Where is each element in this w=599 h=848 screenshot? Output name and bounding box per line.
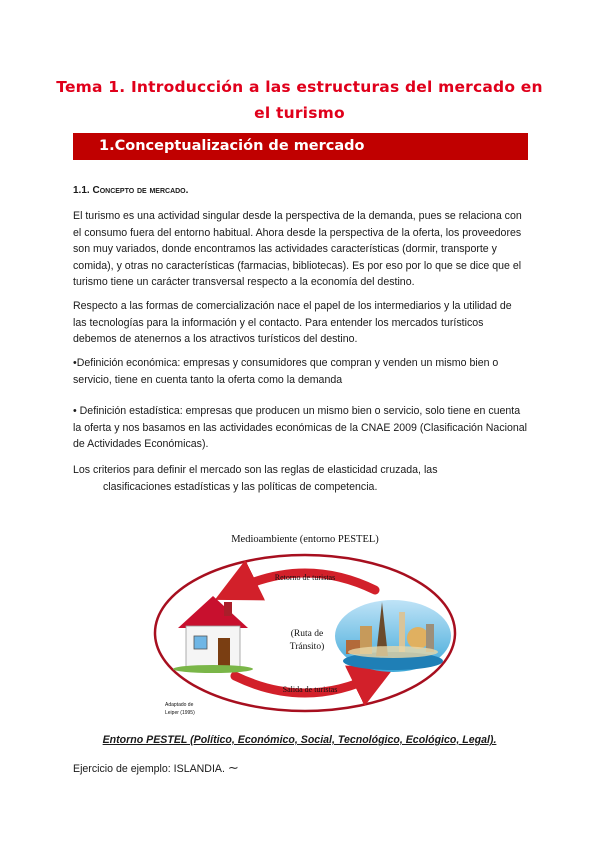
paragraph-definicion-economica: •Definición económica: empresas y consumidores que compran y venden un mismo bien o servicio, tiene en cuenta tanto la oferta como la demanda bbox=[73, 357, 499, 386]
title-line-2: el turismo bbox=[254, 104, 345, 122]
source-line-2: Leiper (1995) bbox=[165, 710, 195, 716]
document-title bbox=[40, 74, 559, 126]
return-label: Retorno de turistas bbox=[274, 573, 336, 582]
house-icon bbox=[173, 596, 253, 673]
exercise-text: Ejercicio de ejemplo: ISLANDIA. bbox=[73, 763, 225, 775]
exercise-line bbox=[73, 760, 239, 776]
source-line-1: Adaptado de bbox=[165, 702, 194, 708]
subsection-label: Concepto de mercado. bbox=[92, 185, 189, 196]
route-label-1: (Ruta de bbox=[290, 629, 324, 639]
pestel-diagram bbox=[150, 528, 460, 723]
title-line-1: Tema 1. Introducción a las estructuras del mercado en bbox=[56, 78, 543, 96]
subsection-number: 1.1. bbox=[73, 185, 90, 196]
paragraph-turismo: El turismo es una actividad singular desde la perspectiva de la demanda, pues se relaciona con el consumo fuera del entorno habitual. Ahora desde la perspectiva de la oferta, los proveedores son muy variados, donde encontramos las actividades características (dormir, transporte y comida), y otras no características (farmacias, bibliotecas). Es por eso por lo que se dice que el turismo tiene un carácter transversal respecto a la economía del destino. bbox=[73, 210, 522, 289]
world-landmarks-icon bbox=[335, 600, 451, 672]
criterios-line-1: Los criterios para definir el mercado son las reglas de elasticidad cruzada, las bbox=[73, 464, 438, 476]
route-label-2: Tránsito) bbox=[289, 642, 325, 652]
tilde-icon: ∼ bbox=[227, 760, 239, 775]
diagram-caption: Entorno PESTEL (Político, Económico, Social, Tecnológico, Ecológico, Legal). bbox=[102, 734, 497, 746]
paragraph-criterios bbox=[73, 462, 528, 495]
subsection-heading bbox=[73, 185, 188, 196]
paragraph-definicion-estadistica: • Definición estadística: empresas que producen un mismo bien o servicio, solo tiene en cuenta la oferta y nos basamos en las actividades económicas de la CNAE 2009 (Clasificación Nacional de Actividades Económicas). bbox=[73, 405, 528, 451]
departure-label: Salida de turistas bbox=[282, 685, 338, 694]
section-banner: 1.Conceptualización de mercado bbox=[73, 133, 528, 160]
paragraph-comercializacion: Respecto a las formas de comercialización nace el papel de los intermediarios y la utilidad de las tecnologías para la información y el contacto. Para entender los mercados turísticos debemos de atenernos a los atractivos turísticos del destino. bbox=[73, 300, 512, 346]
diagram-title: Medioambiente (entorno PESTEL) bbox=[231, 534, 379, 545]
criterios-line-2: clasificaciones estadísticas y las políticas de competencia. bbox=[103, 480, 378, 493]
